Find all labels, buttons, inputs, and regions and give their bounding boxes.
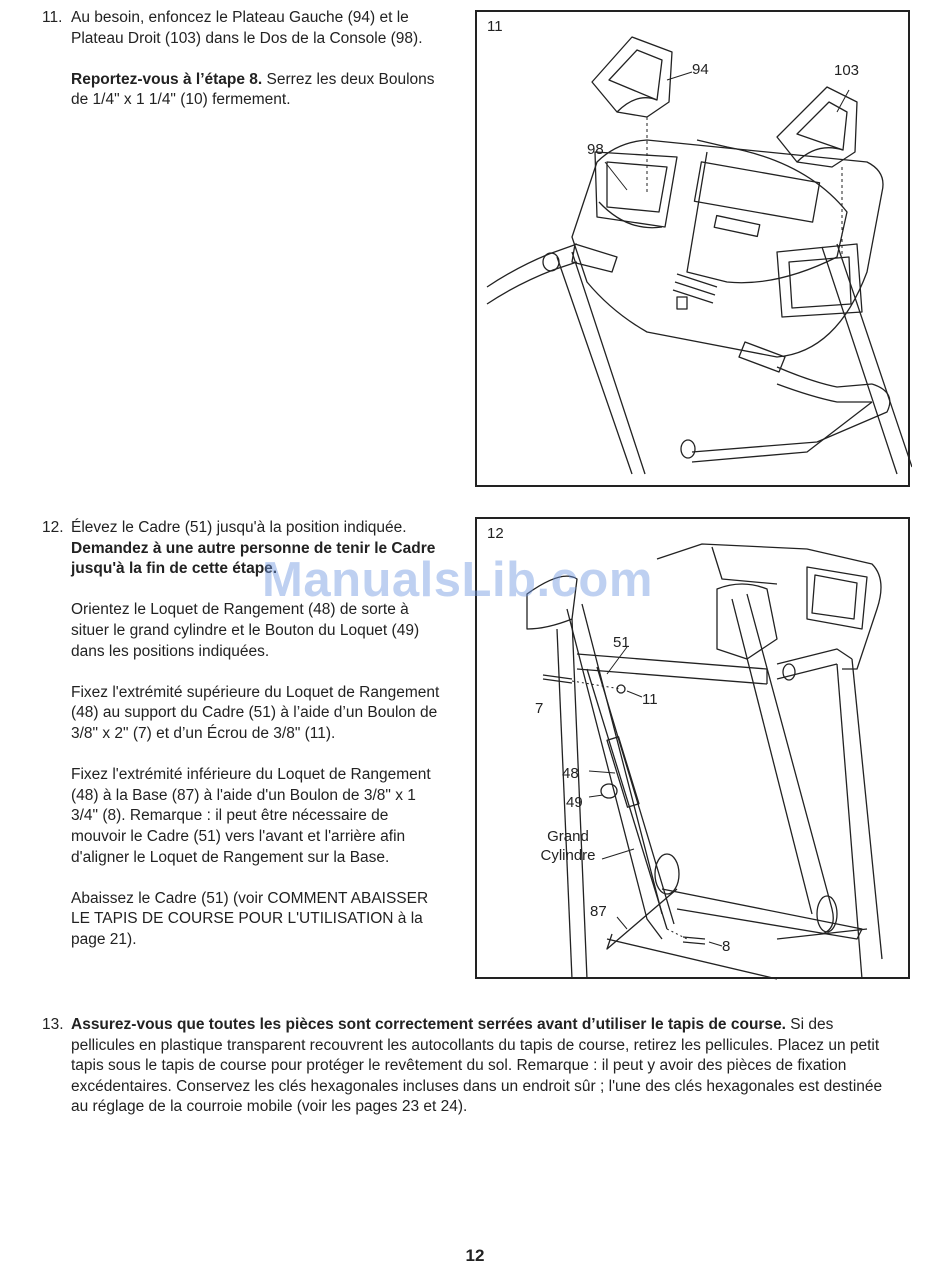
step-12-attach-upper: Fixez l'extrémité supérieure du Loquet de Rangement (48) au support du Cadre (51) à l’aide d’un Boulon de 3/8" x 2" (7) et d’un Écrou de 3/8" (11).: [71, 683, 440, 742]
page-number: 12: [465, 1246, 485, 1265]
step-12-warning: Demandez à une autre personne de tenir le Cadre jusqu'à la fin de cette étape.: [71, 539, 436, 578]
callout-49: 49: [566, 794, 583, 811]
figure-11: [475, 10, 910, 487]
step-number: 12.: [42, 519, 64, 536]
callout-94: 94: [692, 61, 709, 78]
step-11-instruction: Au besoin, enfoncez le Plateau Gauche (94) et le Plateau Droit (103) dans le Dos de la Console (98).: [71, 9, 423, 47]
step-13-bold-warning: Assurez-vous que toutes les pièces sont correctement serrées avant d’utiliser le tapis de course.: [71, 1016, 786, 1033]
step-12-orient-latch: Orientez le Loquet de Rangement (48) de sorte à situer le grand cylindre et le Bouton du Loquet (49) dans les positions indiquées.: [71, 601, 420, 660]
callout-grand-cylindre: Grand Cylindre: [540, 828, 596, 864]
callout-11: 11: [642, 691, 658, 708]
step-number: 11.: [42, 9, 63, 26]
console-tray-illustration: [477, 12, 912, 489]
callout-103: 103: [834, 62, 860, 79]
figure-number: 12: [487, 525, 504, 542]
step-11-tighten-text: Serrez les deux Boulons de 1/4" x 1 1/4" (10) fermement.: [71, 70, 435, 109]
step-11-bold-ref: Reportez-vous à l’étape 8.: [71, 70, 263, 88]
figure-number: 11: [487, 18, 503, 35]
callout-48: 48: [562, 765, 579, 782]
callout-51: 51: [613, 634, 630, 651]
step-13-text: Si des pellicules en plastique transparent recouvrent les autocollants du tapis de course, retirez les pellicules. Placez un petit tapis sous le tapis de course pour protéger le revêtement du sol. Remarque : il peut y avoir des pièces de fixation excédentaires. Conservez les clés hexagonales incluses dans un endroit sûr ; l'une des clés hexagonales est destinée au réglage de la courroie mobile (voir les pages 23 et 24).: [71, 1016, 883, 1116]
callout-8: 8: [722, 938, 731, 955]
callout-87: 87: [590, 903, 607, 920]
callout-7: 7: [535, 700, 544, 717]
step-12-attach-lower: Fixez l'extrémité inférieure du Loquet de Rangement (48) à la Base (87) à l'aide d'un Boulon de 3/8" x 1 3/4" (8). Remarque : il peut être nécessaire de mouvoir le Cadre (51) vers l'avant et l'arrière afin d'aligner le Loquet de Rangement sur la Base.: [71, 766, 431, 866]
step-11-tighten: [71, 70, 451, 111]
step-13-paragraph: [71, 1015, 901, 1118]
step-12-raise-text: Élevez le Cadre (51) jusqu'à la position indiquée.: [71, 519, 407, 536]
step-number: 13.: [42, 1016, 64, 1033]
watermark: ManualsLib.com: [262, 553, 653, 607]
callout-98: 98: [587, 141, 604, 158]
step-12-lower-frame: Abaissez le Cadre (51) (voir COMMENT ABAISSER LE TAPIS DE COURSE POUR L'UTILISATION à la page 21).: [71, 889, 429, 948]
